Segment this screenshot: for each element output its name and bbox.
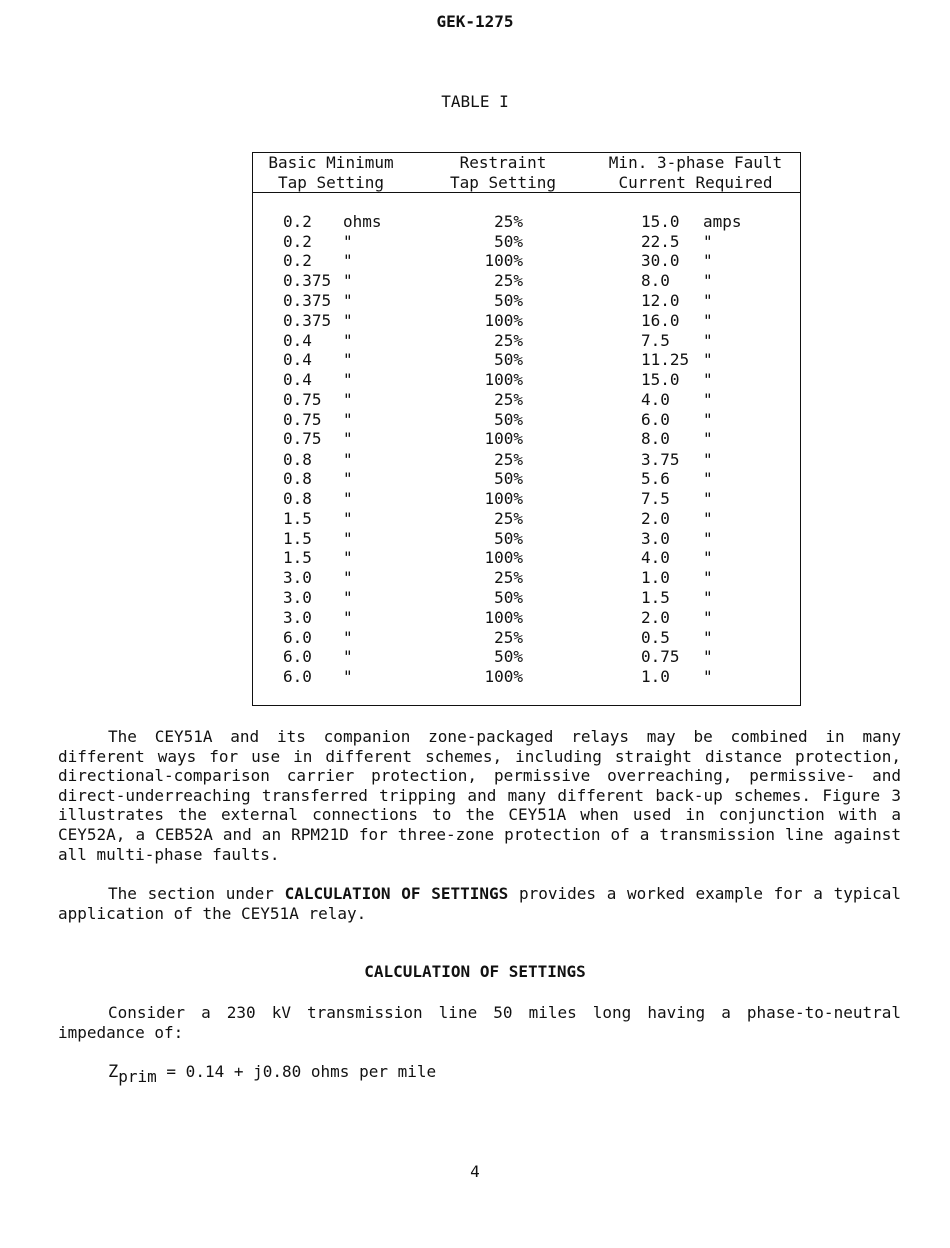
tap-cell: 1.5 <box>283 528 312 548</box>
table-row <box>253 271 800 291</box>
fault-unit-cell: " <box>703 310 713 330</box>
restraint-cell: 100% <box>484 370 523 389</box>
tap-cell: 0.375 <box>283 291 332 310</box>
table-row <box>253 370 800 390</box>
tap-unit-cell: " <box>343 588 353 607</box>
tap-cell: 0.4 <box>283 350 312 370</box>
table-row <box>253 212 800 232</box>
restraint-cell: 50% <box>494 350 523 370</box>
fault-current-cell: 8.0 <box>641 271 670 291</box>
tap-cell: 0.2 <box>283 231 312 251</box>
fault-current-cell: 3.0 <box>641 528 670 548</box>
table-row <box>253 429 800 449</box>
table-row <box>253 450 800 470</box>
table-row <box>253 568 800 588</box>
fault-current-cell: 3.75 <box>641 449 680 469</box>
fault-current-cell: 0.5 <box>641 627 670 647</box>
fault-unit-cell: " <box>703 528 713 548</box>
fault-unit-cell: " <box>703 509 713 528</box>
header-restraint-tap: Restraint Tap Setting <box>450 153 556 192</box>
tap-unit-cell: " <box>343 390 353 410</box>
tap-unit-cell: " <box>343 528 353 548</box>
fault-current-cell: 6.0 <box>641 409 670 429</box>
tap-unit-cell: " <box>343 350 353 370</box>
tap-unit-cell: " <box>343 667 353 686</box>
fault-current-cell: 15.0 <box>641 370 680 389</box>
fault-unit-cell: " <box>703 667 713 686</box>
table-row <box>253 588 800 608</box>
table-header <box>253 153 800 193</box>
restraint-cell: 50% <box>494 409 523 429</box>
tap-cell: 1.5 <box>283 509 312 528</box>
tap-cell: 0.2 <box>283 212 312 231</box>
fault-current-cell: 16.0 <box>641 310 680 330</box>
restraint-cell: 100% <box>484 488 523 508</box>
tap-unit-cell: " <box>343 251 353 271</box>
paragraph-schemes: The CEY51A and its companion zone-packaged relays may be combined in many different ways for use in different schemes, including straight distance protection, directional-comparison carrier protection, permissive overreaching, permissive- and direct-underreaching transferred tripping and many different back-up schemes. Figure 3 illustrates the external connections to the CEY51A when used in conjunction with a CEY52A, a CEB52A and an RPM21D for three-zone protection of a transmission line against all multi-phase faults. <box>58 727 901 864</box>
restraint-cell: 50% <box>494 291 523 310</box>
fault-unit-cell: " <box>703 291 713 310</box>
restraint-cell: 100% <box>484 429 523 449</box>
fault-unit-cell: " <box>703 469 713 489</box>
restraint-cell: 50% <box>494 469 523 489</box>
fault-current-cell: 8.0 <box>641 429 670 449</box>
table-row <box>253 311 800 331</box>
tap-cell: 0.375 <box>283 271 332 291</box>
tap-cell: 6.0 <box>283 627 312 647</box>
header-basic-minimum-tap: Basic Minimum Tap Setting <box>268 153 394 192</box>
fault-current-cell: 30.0 <box>641 251 680 271</box>
tap-cell: 3.0 <box>283 607 312 627</box>
paragraph-line-impedance: Consider a 230 kV transmission line 50 miles long having a phase-to-neutral impedance of: <box>58 1003 901 1042</box>
tap-unit-cell: " <box>343 370 353 389</box>
table-row <box>253 667 800 687</box>
table-row <box>253 410 800 430</box>
tap-cell: 0.8 <box>283 469 312 489</box>
tap-unit-cell: " <box>343 409 353 429</box>
fault-unit-cell: " <box>703 409 713 429</box>
tap-unit-cell: " <box>343 607 353 627</box>
fault-current-cell: 5.6 <box>641 469 670 489</box>
tap-cell: 1.5 <box>283 548 312 568</box>
fault-unit-cell: amps <box>703 212 742 231</box>
fault-unit-cell: " <box>703 607 713 627</box>
table-row <box>253 251 800 271</box>
restraint-cell: 25% <box>494 627 523 647</box>
restraint-cell: 50% <box>494 588 523 607</box>
fault-unit-cell: " <box>703 588 713 607</box>
table-row <box>253 489 800 509</box>
fault-current-cell: 1.0 <box>641 667 670 686</box>
table-title: TABLE I <box>441 92 509 111</box>
table-row <box>253 529 800 549</box>
table-row <box>253 232 800 252</box>
page-number: 4 <box>470 1162 480 1181</box>
fault-unit-cell: " <box>703 647 713 667</box>
table-row <box>253 509 800 529</box>
tap-cell: 3.0 <box>283 568 312 588</box>
restraint-cell: 100% <box>484 607 523 627</box>
fault-unit-cell: " <box>703 231 713 251</box>
tap-cell: 0.75 <box>283 429 322 449</box>
tap-unit-cell: " <box>343 548 353 568</box>
document-id: GEK-1275 <box>436 12 514 31</box>
tap-unit-cell: " <box>343 449 353 469</box>
fault-current-cell: 2.0 <box>641 607 670 627</box>
tap-cell: 0.375 <box>283 310 332 330</box>
fault-unit-cell: " <box>703 271 713 291</box>
table-row <box>253 291 800 311</box>
fault-current-cell: 15.0 <box>641 212 680 231</box>
tap-cell: 3.0 <box>283 588 312 607</box>
table-row <box>253 608 800 628</box>
restraint-cell: 25% <box>494 271 523 291</box>
restraint-cell: 100% <box>484 667 523 686</box>
fault-unit-cell: " <box>703 627 713 647</box>
table-row <box>253 628 800 648</box>
tap-cell: 0.4 <box>283 370 312 389</box>
restraint-cell: 25% <box>494 212 523 231</box>
restraint-cell: 25% <box>494 330 523 350</box>
tap-unit-cell: " <box>343 310 353 330</box>
fault-current-cell: 0.75 <box>641 647 680 667</box>
fault-current-cell: 4.0 <box>641 548 670 568</box>
tap-unit-cell: " <box>343 330 353 350</box>
restraint-cell: 25% <box>494 390 523 410</box>
tap-unit-cell: " <box>343 429 353 449</box>
tap-unit-cell: " <box>343 271 353 291</box>
table-row <box>253 331 800 351</box>
fault-unit-cell: " <box>703 449 713 469</box>
table-row <box>253 350 800 370</box>
restraint-cell: 100% <box>484 310 523 330</box>
tap-cell: 0.2 <box>283 251 312 271</box>
fault-current-cell: 7.5 <box>641 488 670 508</box>
tap-unit-cell: " <box>343 627 353 647</box>
fault-current-cell: 22.5 <box>641 231 680 251</box>
paragraph-calculation-reference: The section under CALCULATION OF SETTINGS provides a worked example for a typical application of the CEY51A relay. <box>58 884 902 923</box>
table-row <box>253 548 800 568</box>
restraint-cell: 50% <box>494 528 523 548</box>
restraint-cell: 100% <box>484 251 523 271</box>
fault-current-cell: 7.5 <box>641 330 670 350</box>
restraint-cell: 25% <box>494 449 523 469</box>
fault-current-cell: 2.0 <box>641 509 670 528</box>
restraint-cell: 25% <box>494 568 523 588</box>
tap-cell: 0.75 <box>283 409 322 429</box>
tap-unit-cell: " <box>343 509 353 528</box>
fault-current-cell: 1.0 <box>641 568 670 588</box>
tap-cell: 6.0 <box>283 667 312 686</box>
tap-unit-cell: " <box>343 568 353 588</box>
section-heading: CALCULATION OF SETTINGS <box>364 962 586 981</box>
fault-current-cell: 11.25 <box>641 350 690 370</box>
table-row <box>253 469 800 489</box>
fault-current-cell: 1.5 <box>641 588 670 607</box>
header-fault-current: Min. 3-phase Fault Current Required <box>608 153 783 192</box>
restraint-cell: 25% <box>494 509 523 528</box>
tap-unit-cell: " <box>343 291 353 310</box>
fault-unit-cell: " <box>703 429 713 449</box>
fault-unit-cell: " <box>703 251 713 271</box>
tap-unit-cell: ohms <box>343 212 382 231</box>
fault-unit-cell: " <box>703 568 713 588</box>
fault-unit-cell: " <box>703 488 713 508</box>
restraint-cell: 50% <box>494 231 523 251</box>
fault-unit-cell: " <box>703 548 713 568</box>
tap-cell: 0.4 <box>283 330 312 350</box>
impedance-formula: Zprim = 0.14 + j0.80 ohms per mile <box>108 1062 437 1086</box>
tap-unit-cell: " <box>343 469 353 489</box>
fault-current-cell: 12.0 <box>641 291 680 310</box>
tap-cell: 0.75 <box>283 390 322 410</box>
table-row <box>253 647 800 667</box>
restraint-cell: 100% <box>484 548 523 568</box>
settings-table <box>252 152 801 706</box>
tap-unit-cell: " <box>343 488 353 508</box>
tap-unit-cell: " <box>343 231 353 251</box>
restraint-cell: 50% <box>494 647 523 667</box>
tap-cell: 0.8 <box>283 488 312 508</box>
tap-unit-cell: " <box>343 647 353 667</box>
fault-unit-cell: " <box>703 370 713 389</box>
fault-unit-cell: " <box>703 330 713 350</box>
table-row <box>253 390 800 410</box>
fault-current-cell: 4.0 <box>641 390 670 410</box>
fault-unit-cell: " <box>703 350 713 370</box>
fault-unit-cell: " <box>703 390 713 410</box>
tap-cell: 0.8 <box>283 449 312 469</box>
tap-cell: 6.0 <box>283 647 312 667</box>
